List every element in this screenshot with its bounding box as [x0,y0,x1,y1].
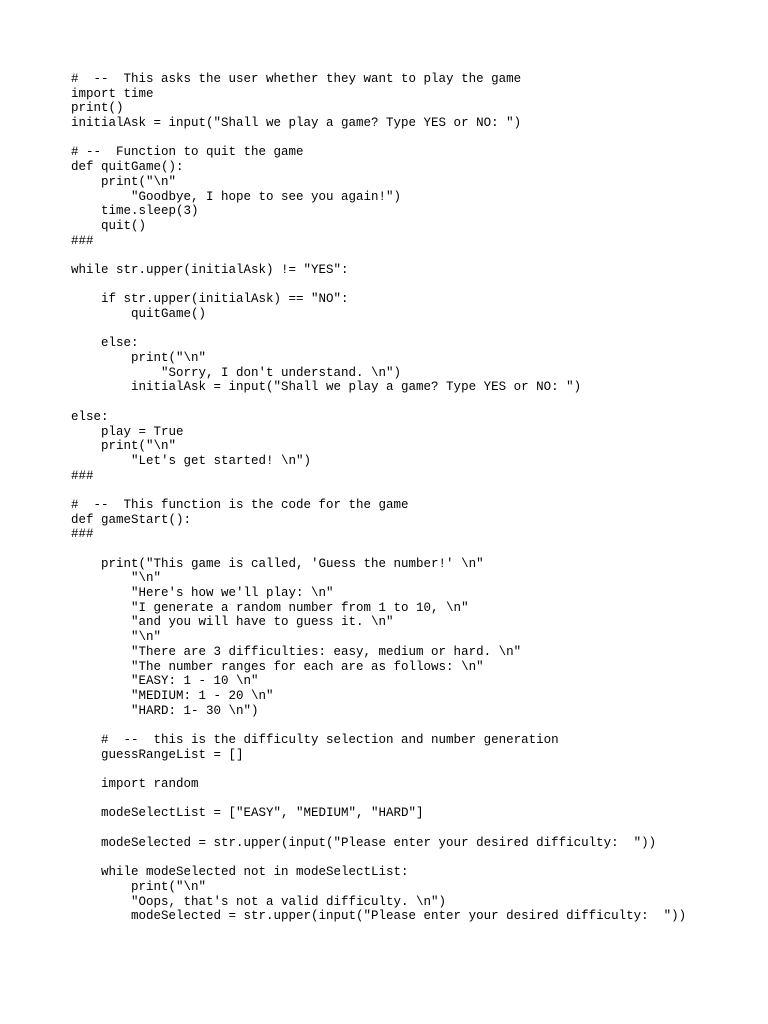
code-line: while modeSelected not in modeSelectList: [71,865,409,880]
code-line: "The number ranges for each are as follows: \n" [71,659,484,674]
code-line: # -- this is the difficulty selection and number generation [71,732,559,747]
code-line: quitGame() [71,307,207,321]
code-line: quit() [71,218,147,233]
code-line: import random [71,777,199,791]
code-line: play = True [71,424,184,439]
code-line: # -- This asks the user whether they want to play the game [71,72,522,86]
code-line [71,762,686,777]
code-line: print() [71,101,124,116]
code-line: print("This game is called, 'Guess the number!' \n" [71,556,484,571]
code-line: "Goodbye, I hope to see you again!") [71,189,402,204]
code-line [71,322,686,337]
code-line: "HARD: 1- 30 \n") [71,703,259,718]
code-line: "and you will have to guess it. \n" [71,615,394,630]
code-line [71,131,686,146]
code-line: "Sorry, I don't understand. \n") [71,365,402,380]
code-line: "\n" [71,630,162,645]
code-line: # -- This function is the code for the game [71,497,409,512]
code-line: print("\n" [71,174,177,189]
code-line: ### [71,233,94,248]
code-line: def quitGame(): [71,160,184,175]
code-line: modeSelectList = ["EASY", "MEDIUM", "HARD"] [71,806,424,821]
code-line: modeSelected = str.upper(input("Please enter your desired difficulty: ")) [71,835,657,850]
code-line [71,792,686,807]
code-line: ### [71,468,94,483]
code-line: else: [71,336,139,351]
code-line [71,821,686,836]
code-line: import time [71,86,154,101]
code-line: "There are 3 difficulties: easy, medium or hard. \n" [71,644,522,659]
code-line: print("\n" [71,439,177,454]
code-line: initialAsk = input("Shall we play a game? Type YES or NO: ") [71,380,582,395]
code-line: initialAsk = input("Shall we play a game? Type YES or NO: ") [71,116,522,131]
code-line: "Oops, that's not a valid difficulty. \n") [71,894,447,909]
code-line: ### [71,527,94,542]
code-line [71,850,686,865]
code-line: print("\n" [71,351,207,366]
code-line [71,718,686,733]
code-line: if str.upper(initialAsk) == "NO": [71,292,349,307]
code-line: # -- Function to quit the game [71,145,304,160]
code-line [71,483,686,498]
code-line: else: [71,409,109,424]
code-line: "MEDIUM: 1 - 20 \n" [71,688,274,703]
code-line: def gameStart(): [71,512,192,527]
code-listing [71,72,686,924]
code-line [71,248,686,263]
code-line [71,542,686,557]
code-line [71,395,686,410]
code-line: guessRangeList = [] [71,747,244,762]
code-line [71,278,686,293]
code-line: modeSelected = str.upper(input("Please enter your desired difficulty: ")) [71,909,687,924]
code-line: while str.upper(initialAsk) != "YES": [71,262,349,277]
code-line: time.sleep(3) [71,204,199,219]
code-line: "Here's how we'll play: \n" [71,586,334,601]
code-line: "I generate a random number from 1 to 10, \n" [71,600,469,615]
code-line: "\n" [71,571,162,586]
code-line: "Let's get started! \n") [71,453,312,468]
code-line: print("\n" [71,879,207,894]
code-line: "EASY: 1 - 10 \n" [71,674,259,689]
